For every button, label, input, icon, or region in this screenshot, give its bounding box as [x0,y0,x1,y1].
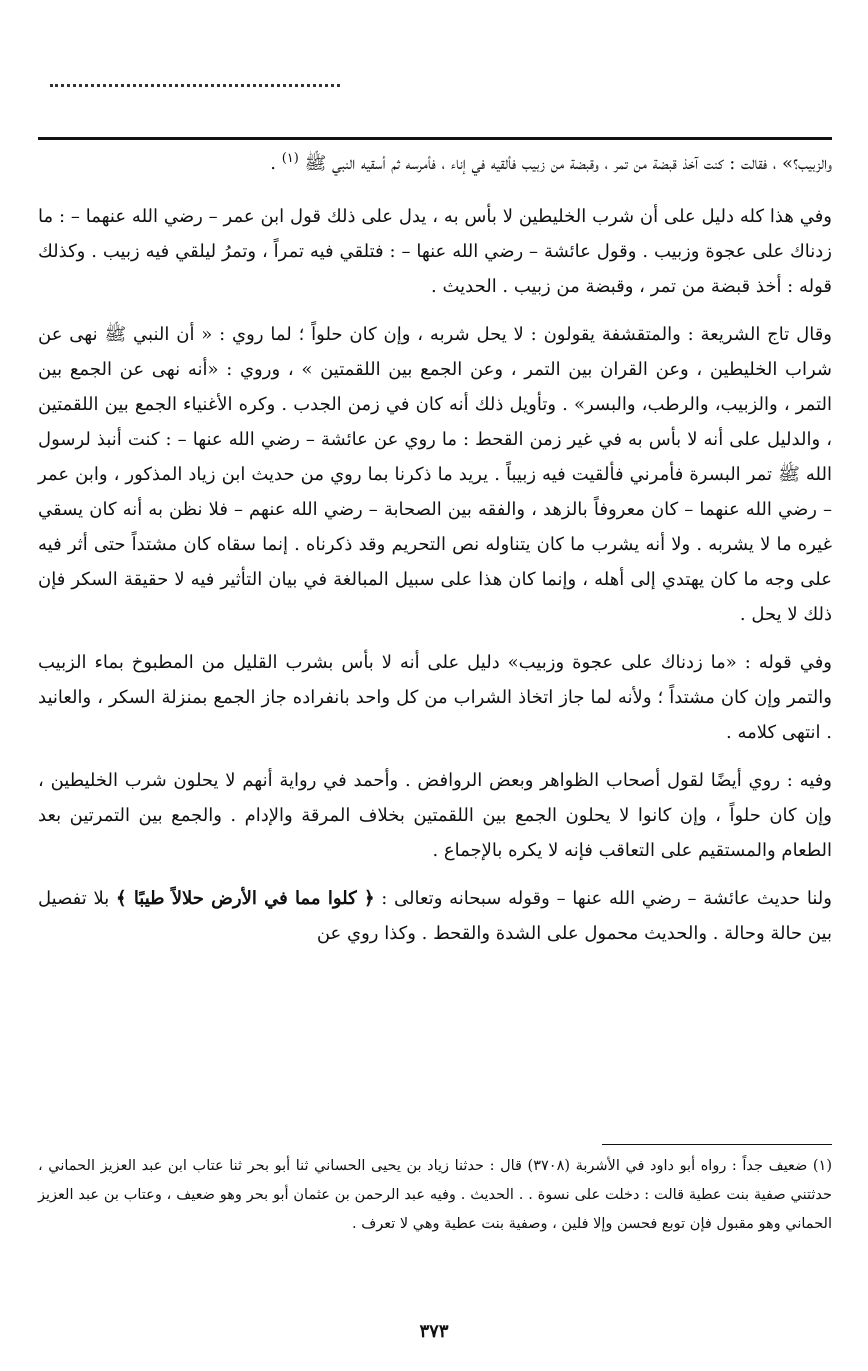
footnote-rule [602,1144,832,1145]
paragraph-1: والزبيب؟» ، فقالت : كنت آخذ قبضة من تمر ، وقبضة من زبيب فألقيه في إناء ، فأمرسه ثم أسقيه النبي ﷺ $^{(١)}$ . [270,151,832,174]
page-number: ٣٧٣ [419,1321,449,1342]
paragraph-3: وقال تاج الشريعة : والمتقشفة يقولون : لا يحل شربه ، وإن كان حلواً ؛ لما روي : « أن النبي ﷺ نهى عن شراب الخليطين ، وعن القران بين التمر ، وعن الجمع بين اللقمتين » ، وروي : «أنه نهى عن الجمع بين التمر ، والزبيب، والرطب، والبسر» . وتأويل ذلك أنه كان في زمن الجدب . وكره الأغنياء الجمع بين اللقمتين ، والدليل على أنه لا بأس به في غير زمن القحط : ما روي عن عائشة – رضي الله عنها – : كنت أنبذ لرسول الله ﷺ تمر البسرة فأمرني فألقيت فيه زبيباً . يريد ما ذكرنا بما روي من حديث ابن زياد المذكور ، وابن عمر – رضي الله عنهما – كان معروفاً بالزهد ، والفقه بين الصحابة – رضي الله عنهم – فلا نظن به أنه كان يسقي غيره ما لا يشربه . ولا أنه يشرب ما كان يتناوله نص التحريم وقد ذكرناه . إنما سقاه كان مشتداً حتى أثر فيه على وجه ما كان يهتدي إلى أهله ، وإنما كان هذا على سبيل المبالغة في بيان التأثير فيه لا حقيقة السكر فإن ذلك لا يحل . [38,324,832,625]
quran-verse: ﴿ كلوا مما في الأرض حلالاً طيبًا ﴾ [116,888,375,909]
main-text [38,146,832,964]
footnote-reference[interactable]: (١) [281,151,299,166]
paragraph-4: وفي قوله : «ما زدناك على عجوة وزبيب» دليل على أنه لا بأس بشرب القليل من المطبوخ بماء الزبيب والتمر وإن كان مشتداً ؛ ولأنه لما جاز اتخاذ الشراب من كل واحد بانفراده جاز الجمع بمنزلة السكر ، والعانيد . انتهى كلامه . [38,652,832,743]
running-head-dotted-line [50,84,340,87]
header-rule [38,137,832,140]
footnote-section [38,1152,832,1239]
paragraph-2: وفي هذا كله دليل على أن شرب الخليطين لا بأس به ، يدل على ذلك قول ابن عمر – رضي الله عنهما – : ما زدناك على عجوة وزبيب . وقول عائشة – رضي الله عنها – : فتلقي فيه تمراً ، وتمرُ ليلقي فيه زبيب . وكذلك قوله : أخذ قبضة من تمر ، وقبضة من زبيب . الحديث . [38,206,832,297]
paragraph-6: ولنا حديث عائشة – رضي الله عنها – وقوله سبحانه وتعالى : ﴿ كلوا مما في الأرض حلالاً طيبًا ﴾ بلا تفصيل بين حالة وحالة . والحديث محمول على الشدة والقحط . وكذا روي عن [38,888,832,944]
footnote-1: (١) ضعيف جداً : رواه أبو داود في الأشربة (٣٧٠٨) قال : حدثنا زياد بن يحيى الحساني ثنا أبو بحر ثنا عتاب ابن عبد العزيز الحماني ، حدثتني صفية بنت عطية قالت : دخلت على نسوة . . الحديث . وفيه عبد الرحمن بن عثمان أبو بحر وهو ضعيف ، وعتاب بن عبد العزيز الحماني وهو مقبول فإن توبع فحسن وإلا فلين ، وصفية بنت عطية وهي لا تعرف . [38,1158,832,1232]
paragraph-5: وفيه : روي أيضًا لقول أصحاب الظواهر وبعض الروافض . وأحمد في رواية أنهم لا يحلون شرب الخليطين ، وإن كان حلواً ، وإن كانوا لا يحلون الجمع بين اللقمتين بخلاف المرقة والإدام . والجمع بين التمرتين بعد الطعام والمستقيم على التعاقب فإنه لا يكره بالإجماع . [38,770,832,861]
